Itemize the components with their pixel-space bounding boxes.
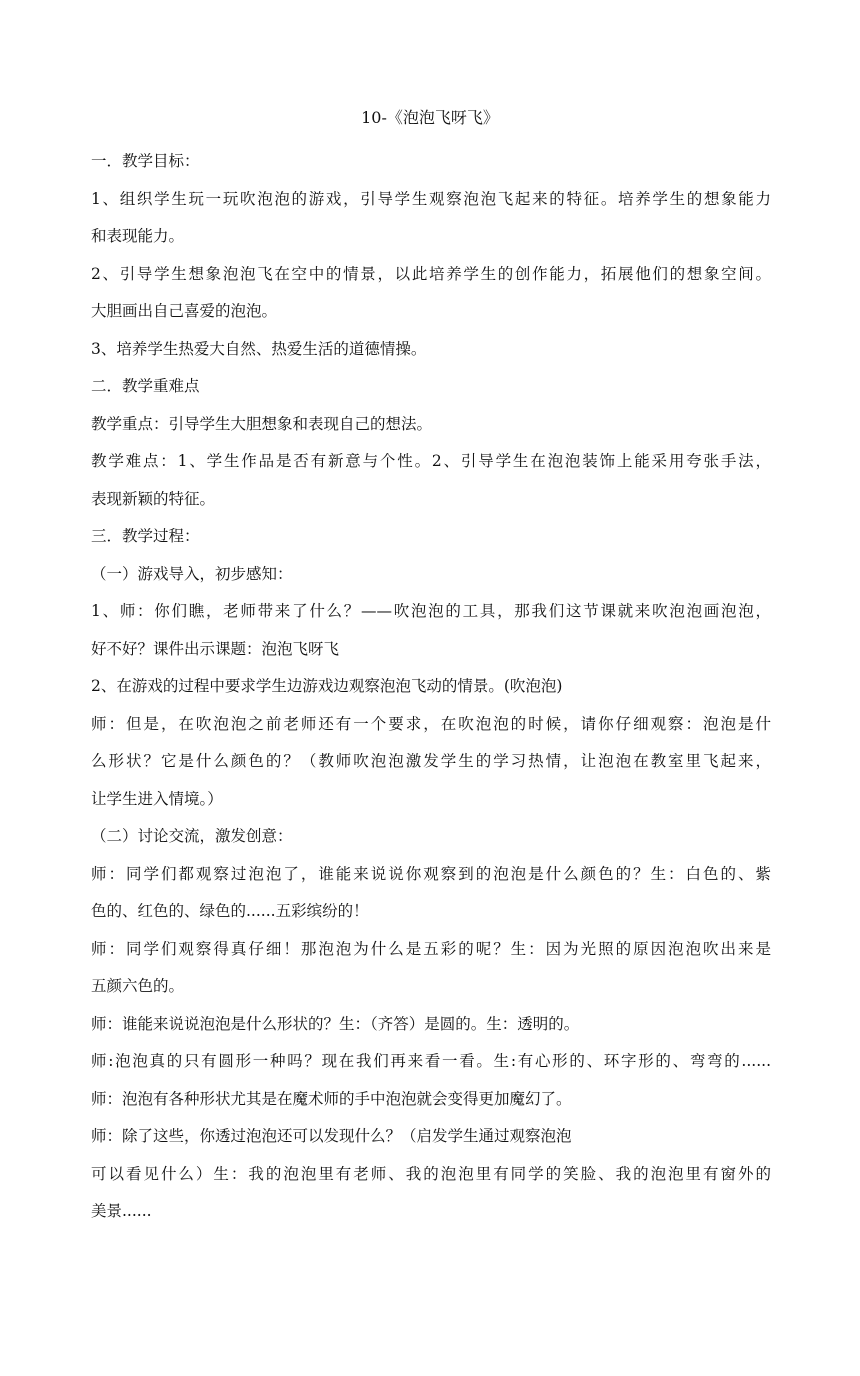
text-line: 美景......: [91, 1202, 152, 1220]
text-line: 好不好？课件出示课题：泡泡飞呀飞: [91, 639, 340, 658]
text-line: 教学难点：1、学生作品是否有新意与个性。2、引导学生在泡泡装饰上能采用夸张手法，: [91, 452, 771, 470]
text-line: 师:泡泡真的只有圆形一种吗？现在我们再来看一看。生:有心形的、环字形的、弯弯的......: [91, 1052, 771, 1070]
text-line: （二）讨论交流，激发创意：: [91, 827, 293, 845]
text-line: 2、引导学生想象泡泡飞在空中的情景，以此培养学生的创作能力，拓展他们的想象空间。: [91, 264, 771, 283]
text-line: 师：谁能来说说泡泡是什么形状的？生：（齐答）是圆的。生：透明的。: [91, 1014, 580, 1033]
text-line: 师：除了这些，你透过泡泡还可以发现什么？（启发学生通过观察泡泡: [91, 1127, 572, 1145]
text-line: 2、在游戏的过程中要求学生边游戏边观察泡泡飞动的情景。(吹泡泡): [91, 677, 563, 695]
text-line: 五颜六色的。: [91, 977, 185, 995]
text-line: 师：泡泡有各种形状尤其是在魔术师的手中泡泡就会变得更加魔幻了。: [91, 1089, 572, 1108]
text-line: 师：同学们都观察过泡泡了，谁能来说说你观察到的泡泡是什么颜色的？生：白色的、紫: [91, 864, 771, 883]
text-line: 3、培养学生热爱大自然、热爱生活的道德情操。: [91, 339, 427, 358]
text-line: 师：但是，在吹泡泡之前老师还有一个要求，在吹泡泡的时候，请你仔细观察：泡泡是什: [91, 714, 771, 733]
text-line: 1、组织学生玩一玩吹泡泡的游戏，引导学生观察泡泡飞起来的特征。培养学生的想象能力: [91, 189, 771, 208]
text-line: 么形状？它是什么颜色的？（教师吹泡泡激发学生的学习热情，让泡泡在教室里飞起来，: [91, 752, 771, 770]
text-line: 和表现能力。: [91, 227, 185, 245]
text-line: 可以看见什么）生：我的泡泡里有老师、我的泡泡里有同学的笑脸、我的泡泡里有窗外的: [91, 1164, 771, 1183]
text-line: 一．教学目标：: [91, 152, 200, 170]
text-line: 二．教学重难点: [91, 377, 200, 395]
text-line: （一）游戏导入，初步感知：: [91, 564, 293, 583]
text-line: 色的、红色的、绿色的......五彩缤纷的！: [91, 902, 369, 920]
document-title: 10-《泡泡飞呀飞》: [361, 108, 499, 127]
document-body: [91, 143, 771, 1231]
text-line: 让学生进入情境。）: [91, 789, 223, 808]
text-line: 表现新颖的特征。: [91, 489, 216, 508]
text-line: 三．教学过程：: [91, 527, 200, 545]
text-line: 1、师：你们瞧，老师带来了什么？——吹泡泡的工具，那我们这节课就来吹泡泡画泡泡，: [91, 602, 771, 620]
text-line: 师：同学们观察得真仔细！那泡泡为什么是五彩的呢？生：因为光照的原因泡泡吹出来是: [91, 939, 771, 958]
text-line: 教学重点：引导学生大胆想象和表现自己的想法。: [91, 414, 433, 433]
text-line: 大胆画出自己喜爱的泡泡。: [91, 302, 278, 320]
